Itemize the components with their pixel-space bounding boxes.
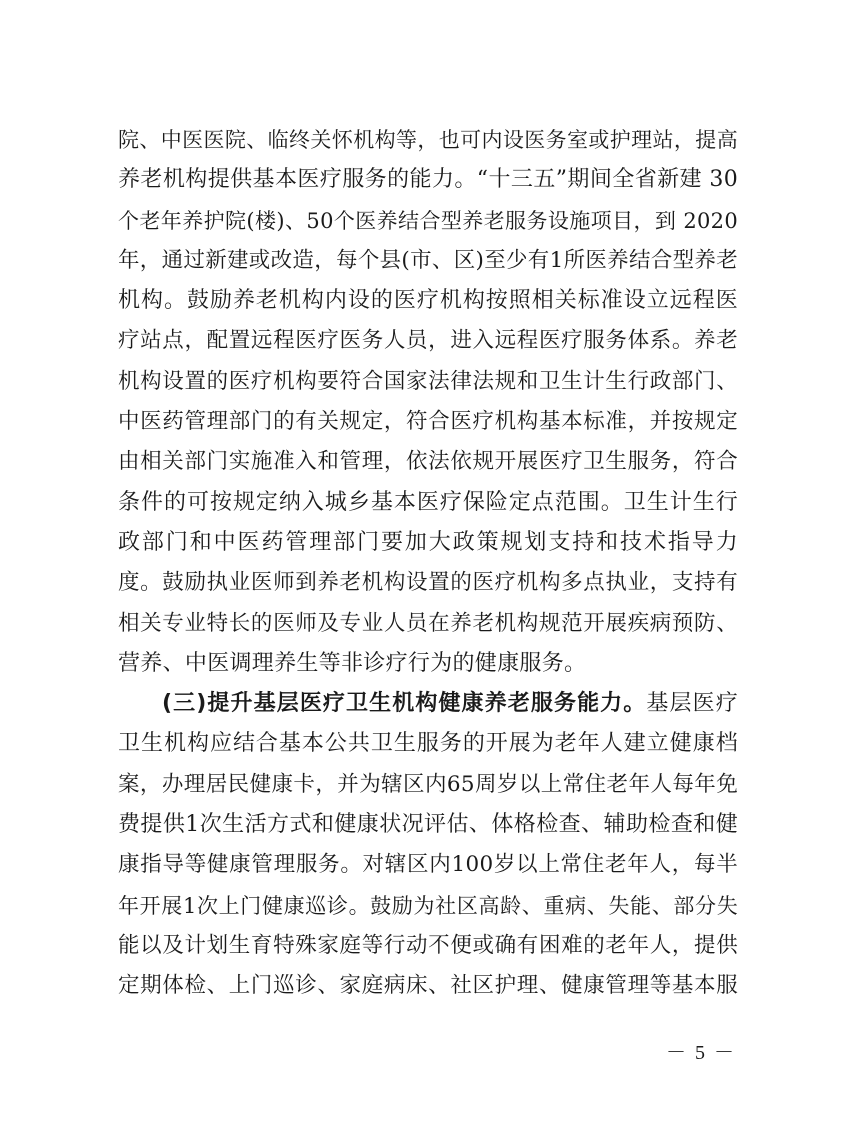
text-line: 中医药管理部门的有关规定，符合医疗机构基本标准，并按规定	[118, 409, 738, 435]
text-line: 由相关部门实施准入和管理，依法依规开展医疗卫生服务，符合	[118, 449, 738, 475]
text-line: 年，通过新建或改造，每个县(市、区)至少有1所医养结合型养老	[118, 247, 738, 273]
text-line: 个老年养护院(楼)、50个医养结合型养老服务设施项目，到 2020	[118, 208, 738, 233]
text-line: 相关专业特长的医师及专业人员在养老机构规范开展疾病预防、	[118, 610, 738, 636]
text-line: 条件的可按规定纳入城乡基本医疗保险定点范围。卫生计生行	[118, 489, 738, 515]
text-line: 度。鼓励执业医师到养老机构设置的医疗机构多点执业，支持有	[118, 570, 738, 596]
text-run: 基层医疗	[646, 691, 739, 717]
paragraph-first-line	[118, 684, 738, 724]
text-line: 营养、中医调理养生等非诊疗行为的健康服务。	[118, 650, 587, 676]
text-line: 疗站点，配置远程医疗医务人员，进入远程医疗服务体系。养老	[118, 328, 738, 354]
text-line: 院、中医医院、临终关怀机构等，也可内设医务室或护理站，提高	[118, 128, 738, 152]
document-body	[118, 120, 738, 1007]
text-line: 定期体检、上门巡诊、家庭病床、社区护理、健康管理等基本服	[118, 973, 738, 999]
text-line: 年开展1次上门健康巡诊。鼓励为社区高龄、重病、失能、部分失	[118, 893, 738, 918]
text-line: 费提供1次生活方式和健康状况评估、体格检查、辅助检查和健	[118, 812, 738, 838]
text-line: 案，办理居民健康卡，并为辖区内65周岁以上常住老年人每年免	[118, 771, 738, 797]
paragraph-medical-care-in-elderly-institutions	[118, 120, 738, 684]
paragraph-primary-care-elderly-services	[118, 684, 738, 1006]
text-line: 机构。鼓励养老机构内设的医疗机构按照相关标准设立远程医	[118, 288, 738, 314]
text-line: 机构设置的医疗机构要符合国家法律法规和卫生计生行政部门、	[118, 368, 738, 394]
text-line: 康指导等健康管理服务。对辖区内100岁以上常住老年人，每半	[118, 852, 738, 878]
text-line: 政部门和中医药管理部门要加大政策规划支持和技术指导力	[118, 529, 738, 555]
text-line: 养老机构提供基本医疗服务的能力。“十三五”期间全省新建 30	[118, 167, 738, 193]
page-number: － 5 －	[666, 1042, 736, 1064]
text-line: 卫生机构应结合基本公共卫生服务的开展为老年人建立健康档	[118, 731, 738, 757]
text-line: 能以及计划生育特殊家庭等行动不便或确有困难的老年人，提供	[118, 932, 738, 958]
section-heading: (三)提升基层医疗卫生机构健康养老服务能力。	[162, 691, 647, 717]
